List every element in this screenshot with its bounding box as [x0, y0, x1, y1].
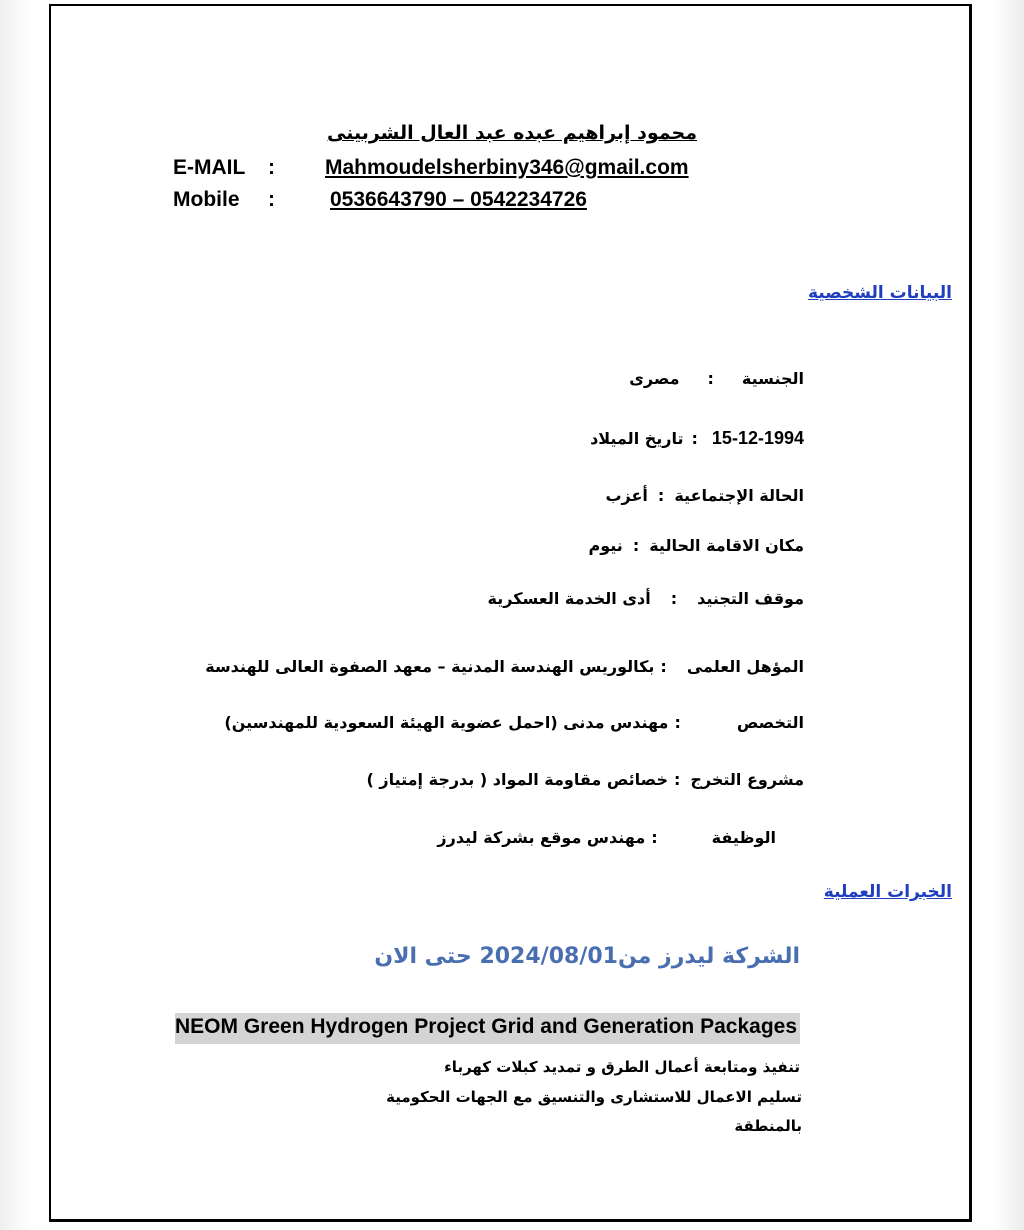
field-colon: : — [691, 429, 698, 448]
field-value: نيوم — [588, 536, 623, 555]
field-birthdate — [590, 428, 804, 449]
field-colon: : — [632, 536, 640, 555]
field-colon: : — [657, 486, 665, 505]
task-line: بالمنطقة — [734, 1117, 802, 1135]
field-value: مصرى — [629, 369, 680, 388]
field-specialization — [224, 713, 804, 732]
field-value: بكالوريس الهندسة المدنية – معهد الصفوة العالى للهندسة — [205, 657, 655, 676]
field-value: مهندس موقع بشركة ليدرز — [437, 828, 646, 847]
field-military-status — [488, 589, 804, 608]
email-link[interactable]: Mahmoudelsherbiny346@gmail.com — [325, 156, 689, 179]
company-period: الشركة ليدرز من2024/08/01 حتى الان — [374, 944, 800, 969]
field-colon: : — [674, 713, 681, 732]
field-graduation-project — [366, 770, 804, 789]
field-value: أدى الخدمة العسكرية — [487, 589, 651, 608]
mobile-colon: : — [268, 188, 275, 211]
field-value: 15-12-1994 — [711, 428, 804, 448]
email-label: E-MAIL — [173, 156, 246, 179]
field-label: المؤهل العلمى — [686, 657, 804, 676]
field-label: مشروع التخرج — [690, 770, 804, 789]
field-label: الجنسية — [741, 369, 804, 388]
field-value: مهندس مدنى (احمل عضوية الهيئة السعودية للمهندسين) — [224, 713, 669, 732]
field-label: موقف التجنيد — [697, 589, 804, 608]
field-colon: : — [673, 770, 681, 789]
field-value: أعزب — [605, 486, 648, 505]
project-title: NEOM Green Hydrogen Project Grid and Generation Packages — [175, 1015, 798, 1038]
field-colon: : — [651, 828, 658, 847]
field-label: تاريخ الميلاد — [590, 429, 684, 448]
field-colon: : — [660, 657, 667, 676]
field-marital-status — [605, 486, 804, 505]
field-label: التخصص — [736, 713, 804, 732]
field-label: مكان الاقامة الحالية — [649, 536, 804, 555]
field-nationality — [629, 369, 804, 388]
candidate-name: محمود إبراهيم عبده عبد العال الشربينى — [326, 122, 698, 144]
experience-heading: الخبرات العملية — [823, 882, 952, 902]
field-label: الوظيفة — [711, 828, 776, 847]
task-line: تسليم الاعمال للاستشارى والتنسيق مع الجهات الحكومية — [386, 1088, 802, 1106]
email-colon: : — [268, 156, 275, 179]
field-colon: : — [670, 589, 678, 608]
personal-data-heading: البيانات الشخصية — [807, 283, 952, 303]
field-job — [437, 828, 776, 847]
field-qualification — [205, 657, 804, 676]
task-line: تنفيذ ومتابعة أعمال الطرق و تمديد كبلات كهرباء — [444, 1058, 800, 1076]
field-residence — [589, 536, 804, 555]
field-colon: : — [707, 369, 714, 388]
mobile-label: Mobile — [173, 188, 240, 211]
mobile-numbers: 0536643790 – 0542234726 — [330, 188, 587, 211]
field-label: الحالة الإجتماعية — [674, 486, 804, 505]
field-value: خصائص مقاومة المواد ( بدرجة إمتياز ) — [366, 770, 668, 789]
